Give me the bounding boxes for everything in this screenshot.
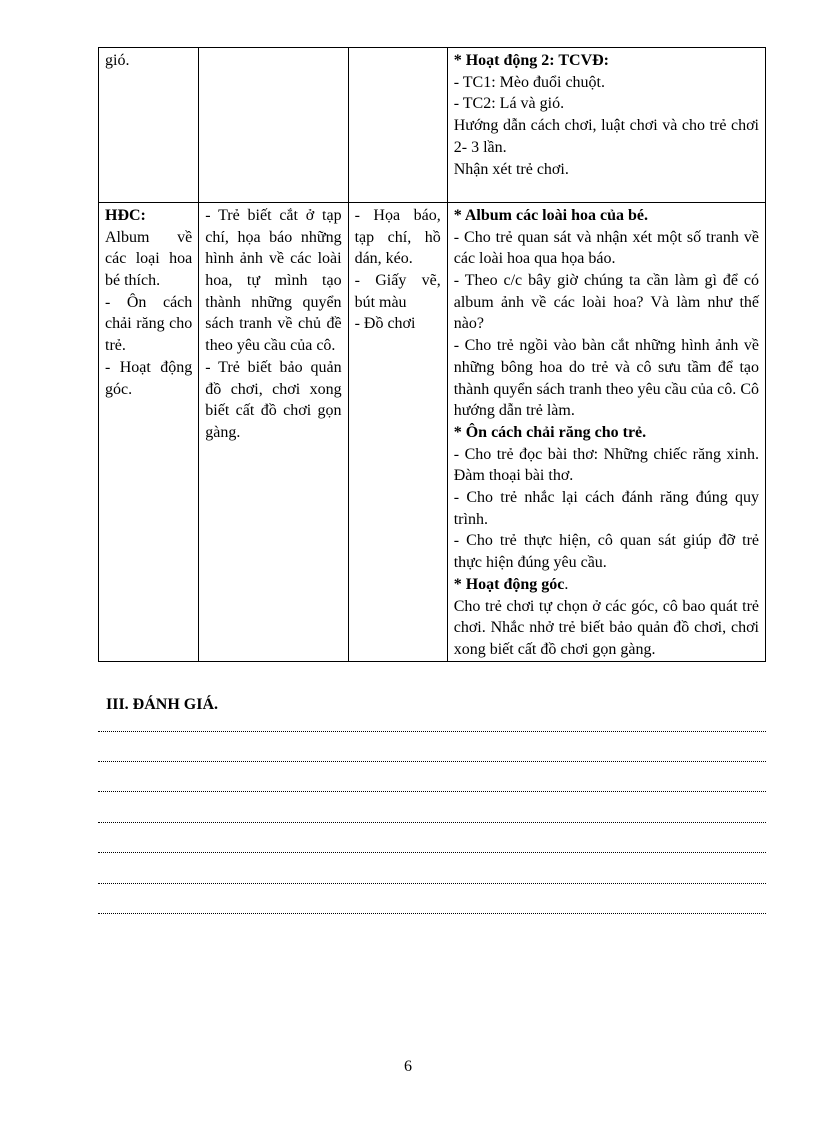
activity-item: Album về các loại hoa bé thích. (105, 228, 193, 290)
cell-objectives (199, 202, 348, 661)
cell-materials (348, 48, 447, 203)
procedure-heading: * Hoạt động 2: TCVĐ: (453, 52, 610, 69)
procedure-line: - Cho trẻ quan sát và nhận xét một số tranh về các loài hoa qua họa báo. (453, 228, 759, 268)
evaluation-line (98, 913, 766, 914)
evaluation-line (98, 883, 766, 884)
cell-objectives (199, 48, 348, 203)
cell-procedure (447, 48, 765, 203)
procedure-line: - Theo c/c bây giờ chúng ta cần làm gì để có album ảnh về các loài hoa? Và làm như thế nào? (453, 272, 759, 333)
procedure-line: - Cho trẻ ngồi vào bàn cắt những hình ảnh về những bông hoa do trẻ và cô sưu tầm để tạo thành quyển sách tranh theo yêu cầu của cô. Cô hướng dẫn trẻ làm. (453, 337, 759, 420)
procedure-heading: * Ôn cách chải răng cho trẻ. (453, 423, 647, 441)
procedure-line: - Cho trẻ đọc bài thơ: Những chiếc răng xinh. Đàm thoại bài thơ. (453, 445, 759, 485)
activity-item: - Ôn cách chải răng cho trẻ. (105, 293, 193, 355)
heading-suffix: . (564, 575, 569, 593)
material-item: - Giấy vẽ, bút màu (354, 272, 441, 311)
table-row (99, 48, 766, 203)
activity-table (98, 47, 766, 662)
procedure-line: - TC2: Lá và gió. (453, 95, 565, 113)
evaluation-title: III. ĐÁNH GIÁ. (106, 696, 219, 713)
material-item: - Đồ chơi (354, 315, 416, 333)
evaluation-line (98, 731, 766, 732)
procedure-line: Nhận xét trẻ chơi. (453, 160, 569, 178)
activity-label: gió. (105, 52, 130, 69)
table-row (99, 202, 766, 661)
evaluation-line (98, 761, 766, 762)
cell-procedure (447, 202, 765, 661)
procedure-line: - Cho trẻ thực hiện, cô quan sát giúp đỡ trẻ thực hiện đúng yêu cầu. (453, 532, 759, 572)
objective-item: - Trẻ biết bảo quản đồ chơi, chơi xong biết cất đồ chơi gọn gàng. (205, 358, 342, 441)
activity-item: - Hoạt động góc. (105, 358, 193, 398)
activity-heading: HĐC: (105, 206, 146, 224)
procedure-line: - Cho trẻ nhắc lại cách đánh răng đúng quy trình. (453, 489, 759, 528)
procedure-line: - TC1: Mèo đuổi chuột. (453, 73, 605, 91)
evaluation-line (98, 852, 766, 853)
material-item: - Họa báo, tạp chí, hồ dán, kéo. (354, 206, 441, 268)
procedure-heading-row (454, 574, 759, 596)
cell-activity-name (99, 48, 199, 203)
objective-item: - Trẻ biết cắt ở tạp chí, họa báo những hình ảnh về các loài hoa, tự mình tạo thành những quyển sách tranh về chủ đề theo yêu cầu của cô. (205, 206, 342, 355)
evaluation-line (98, 822, 766, 823)
page-number: 6 (404, 1058, 412, 1075)
procedure-line: Hướng dẫn cách chơi, luật chơi và cho trẻ chơi 2- 3 lần. (453, 117, 759, 156)
cell-materials (348, 202, 447, 661)
procedure-heading: * Album các loài hoa của bé. (453, 206, 648, 224)
evaluation-line (98, 791, 766, 792)
procedure-line: Cho trẻ chơi tự chọn ở các góc, cô bao quát trẻ chơi. Nhắc nhở trẻ biết bảo quản đồ chơi, chơi xong biết cất đồ chơi gọn gàng. (453, 597, 759, 658)
procedure-heading: * Hoạt động góc (453, 575, 565, 593)
cell-activity-name (99, 202, 199, 661)
